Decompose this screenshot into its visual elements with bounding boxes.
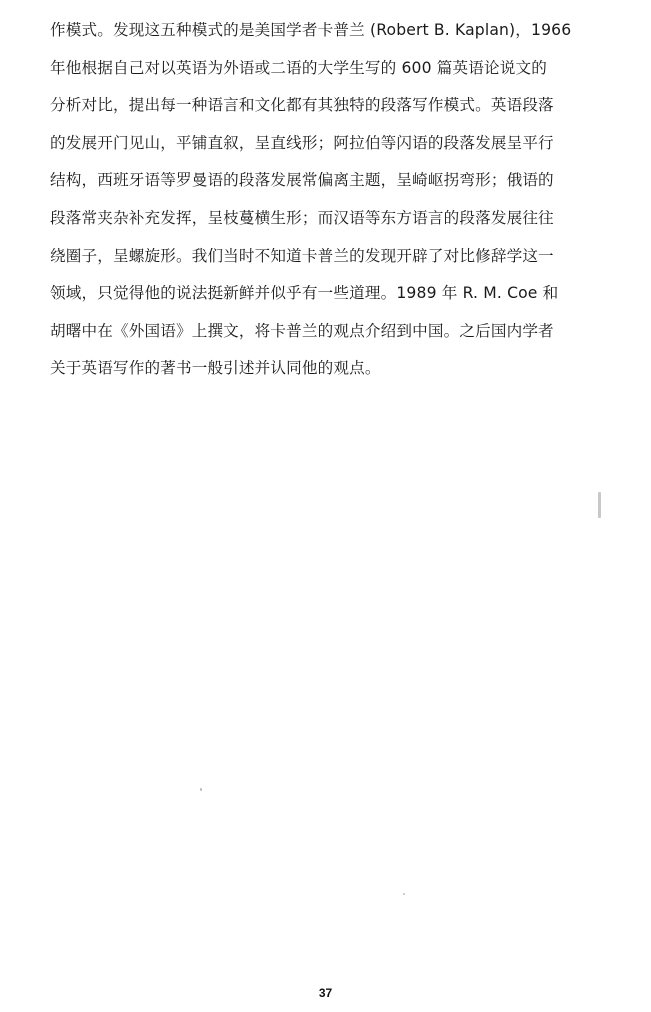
text-line: 分析对比，提出每一种语言和文化都有其独特的段落写作模式。英语段落 xyxy=(50,96,554,115)
text-line: 绕圈子，呈螺旋形。我们当时不知道卡普兰的发现开辟了对比修辞学这一 xyxy=(50,246,554,265)
text-line: 段落常夹杂补充发挥，呈枝蔓横生形；而汉语等东方语言的段落发展往往 xyxy=(50,208,554,227)
body-paragraph xyxy=(50,12,620,388)
text-line: 的发展开门见山，平铺直叙，呈直线形；阿拉伯等闪语的段落发展呈平行 xyxy=(50,133,554,152)
scan-artifact xyxy=(598,492,601,518)
text-line: 关于英语写作的著书一般引述并认同他的观点。 xyxy=(50,359,381,378)
scan-artifact xyxy=(200,788,202,791)
scan-artifact xyxy=(403,893,405,895)
text-line: 领域，只觉得他的说法挺新鲜并似乎有一些道理。1989 年 R. M. Coe 和 xyxy=(50,284,559,303)
text-line: 结构，西班牙语等罗曼语的段落发展常偏离主题，呈崎岖拐弯形；俄语的 xyxy=(50,171,554,190)
page-number: 37 xyxy=(318,986,333,1000)
text-line: 年他根据自己对以英语为外语或二语的大学生写的 600 篇英语论说文的 xyxy=(50,58,547,77)
text-line: 作模式。发现这五种模式的是美国学者卡普兰 (Robert B. Kaplan)，1966 xyxy=(50,21,572,39)
text-line: 胡曙中在《外国语》上撰文，将卡普兰的观点介绍到中国。之后国内学者 xyxy=(50,321,554,340)
